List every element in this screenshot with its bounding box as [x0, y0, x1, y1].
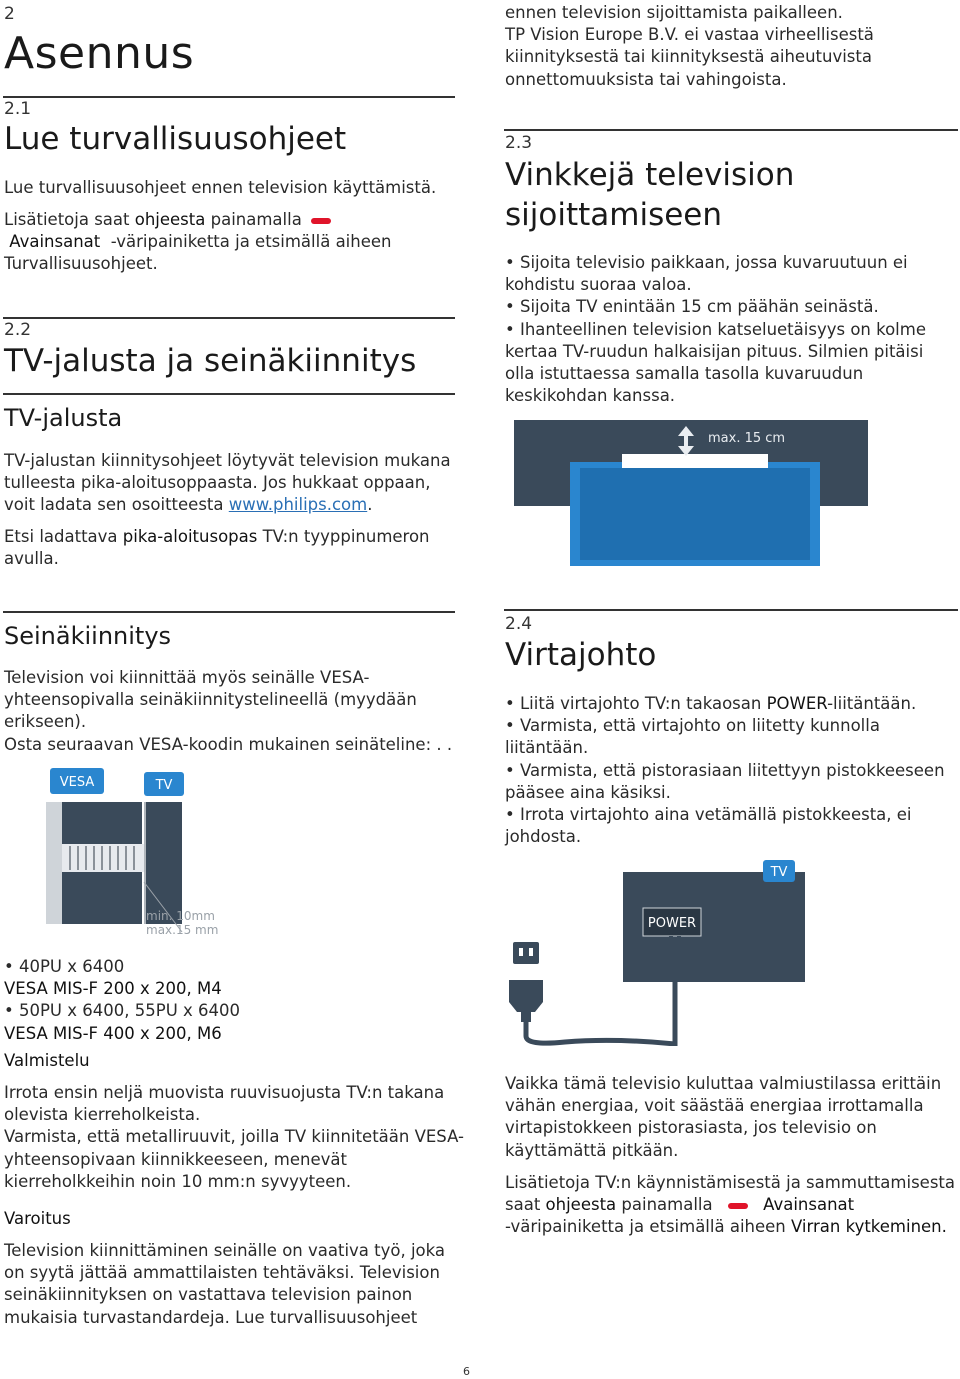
help-link[interactable]: ohjeesta: [545, 1195, 617, 1215]
list-item: VESA MIS-F 400 x 200, M6: [4, 1023, 222, 1043]
subsection-title: TV-jalusta: [4, 404, 123, 432]
section-title: Virtajohto: [505, 637, 657, 673]
divider: [3, 393, 455, 395]
min-depth-label: min. 10mm: [146, 909, 215, 923]
list-item: • 50PU x 6400, 55PU x 6400: [4, 1000, 464, 1022]
paragraph: Lisätietoja saat ohjeesta painamalla Avainsanat -väripainiketta ja etsimällä aiheen Turvallisuusohjeet.: [4, 210, 392, 274]
divider: [3, 317, 455, 319]
paragraph: ennen television sijoittamista paikalleen. TP Vision Europe B.V. ei vastaa virheellisestä kiinnityksestä tai kiinnityksestä aiheutuvista onnettomuuksista tai vahingoista.: [505, 3, 874, 89]
list-item: • 40PU x 6400: [4, 956, 464, 978]
power-label: POWER: [647, 916, 697, 931]
section-number: 2.2: [4, 320, 32, 340]
tv-label: TV: [770, 865, 788, 880]
vesa-screw-figure: [40, 762, 240, 942]
philips-link[interactable]: www.philips.com: [228, 495, 368, 515]
section-title: Vinkkejä television sijoittamiseen: [505, 157, 795, 233]
tv-wall-distance-figure: [514, 420, 870, 570]
power-connection-figure: [505, 856, 805, 1046]
chapter-number: 2: [4, 4, 15, 24]
vesa-label: VESA: [59, 775, 95, 790]
paragraph: Television kiinnittäminen seinälle on vaativa työ, joka on syytä jättää ammattilaisten tehtäväksi. Television seinäkiinnityksen on vastattava television painon mukaisia turvastandardeja. Lue turvallisuusohjeet: [4, 1241, 446, 1327]
help-link[interactable]: ohjeesta: [134, 210, 206, 229]
section-title: TV-jalusta ja seinäkiinnitys: [4, 343, 417, 379]
divider: [504, 609, 958, 611]
plug-icon: [513, 942, 539, 964]
subheading: Varoitus: [4, 1209, 71, 1228]
paragraph: Lue turvallisuusohjeet ennen television käyttämistä.: [4, 178, 437, 197]
section-title: Lue turvallisuusohjeet: [4, 121, 347, 157]
section-number: 2.1: [4, 99, 32, 119]
chapter-title: Asennus: [4, 28, 195, 79]
divider: [3, 96, 455, 98]
paragraph: TV-jalustan kiinnitysohjeet löytyvät television mukana tulleesta pika-aloitusoppaasta. Jos hukkaat oppaan, voit ladata sen osoitteesta www.philips.com.: [4, 451, 451, 515]
max-depth-label: max.15 mm: [146, 923, 219, 937]
paragraph: Television voi kiinnittää myös seinälle VESA- yhteensopivalla seinäkiinnitystelineellä (myydään erikseen). Osta seuraavan VESA-koodin mukainen seinäteline: . .: [4, 668, 453, 754]
paragraph: Etsi ladattava pika-aloitusopas TV:n tyyppinumeron avulla.: [4, 527, 430, 569]
divider: [3, 611, 455, 613]
subsection-title: Seinäkiinnitys: [4, 622, 172, 650]
subheading: Valmistelu: [4, 1051, 90, 1070]
max-distance-label: max. 15 cm: [708, 431, 786, 446]
tips-list: • Sijoita televisio paikkaan, jossa kuvaruutuun ei kohdistu suoraa valoa. • Sijoita TV enintään 15 cm päähän seinästä. • Ihanteellinen television katseluetäisyys on kolme kertaa TV-ruudun halkaisijan pituus. Silmien pitäisi olla istuttaessa samalla tasolla kuvaruudun keskikohdan kanssa.: [505, 252, 960, 407]
list-item: VESA MIS-F 200 x 200, M4: [4, 979, 222, 999]
tv-label: TV: [155, 778, 173, 793]
section-number: 2.4: [505, 614, 533, 634]
red-key-icon: [728, 1203, 748, 1209]
section-number: 2.3: [505, 133, 533, 153]
page-number: 6: [463, 1365, 470, 1378]
divider: [504, 129, 958, 131]
paragraph: Irrota ensin neljä muovista ruuvisuojusta TV:n takana olevista kierreholkeista. Varmista, että metalliruuvit, joilla TV kiinnitetään VESA- yhteensopivaan kiinnikkeeseen, menevät kierreholkkeihin noin 10 mm:n syvyyteen.: [4, 1083, 464, 1191]
vesa-list: [4, 956, 464, 1045]
power-list: • Liitä virtajohto TV:n takaosan POWER-liitäntään. • Varmista, että virtajohto on liitetty kunnolla liitäntään. • Varmista, että pistorasiaan liitettyyn pistokkeeseen pääsee aina käsiksi. • Irrota virtajohto aina vetämällä pistokkeesta, ei johdosta.: [505, 693, 960, 848]
red-key-icon: [311, 218, 331, 224]
paragraph: Lisätietoja TV:n käynnistämisestä ja sammuttamisesta saat ohjeesta painamalla Avainsanat -väripainiketta ja etsimällä aiheen Virran kytkeminen.: [505, 1173, 956, 1237]
paragraph: Vaikka tämä televisio kuluttaa valmiustilassa erittäin vähän energiaa, voit säästää energiaa irrottamalla virtapistokkeen pistorasiasta, jos televisio on käyttämättä pitkään.: [505, 1074, 942, 1160]
